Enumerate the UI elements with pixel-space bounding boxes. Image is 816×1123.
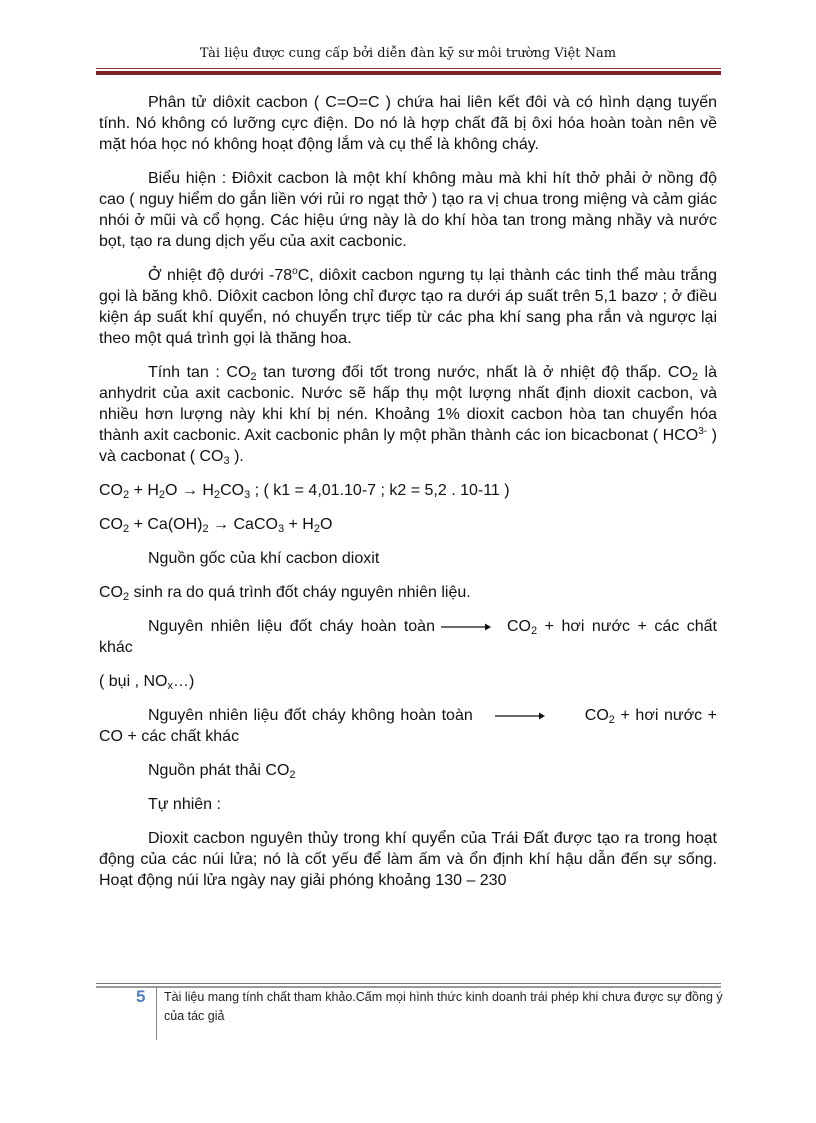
paragraph-solubility: Tính tan : $CO_2$ tan tương đối tốt trong nước, nhất là ở nhiệt độ thấp. $CO_2$ là anhydrit của axit cacbonic. Nước sẽ hấp thụ một lượng nhất định dioxit cacbon, và nhiều hơn lượng này khi khí bị nén. Khoảng 1% dioxit cacbon hòa tan chuyển hóa thành axit cacbonic. Axit cacbonic phân ly một phần thành các ion bicacbonat ( $HCO^{3-}$ ) và cacbonat ( $CO_3$ ).: [99, 364, 718, 467]
arrow-right-icon: [441, 622, 491, 632]
paragraph-volcanic: Dioxit cacbon nguyên thủy trong khí quyển của Trái Đất được tạo ra trong hoạt động của các núi lửa; nó là cốt yếu để làm ấm và ổn định khí hậu dẫn đến sự sống. Hoạt động núi lửa ngày nay giải phóng khoảng 130 – 230: [99, 830, 717, 889]
paragraph-incomplete-combustion: Nguyên nhiên liệu đốt cháy không hoàn toàn $CO_2$ + hơi nước + CO + các chất khác: [99, 707, 718, 745]
footer-divider: [156, 986, 157, 1040]
paragraph-symptoms: Biểu hiện : Điôxit cacbon là một khí không màu mà khi hít thở phải ở nồng độ cao ( nguy hiểm do gắn liền với rủi ro ngạt thở ) tạo ra vị chua trong miệng và cảm giác nhói ở mũi và cổ họng. Các hiệu ứng này là do khí hòa tan trong màng nhầy và nước bọt, tạo ra dung dịch yếu của axit cacbonic.: [99, 170, 717, 250]
paragraph-molecule: Phân tử diôxit cacbon ( C=O=C ) chứa hai liên kết đôi và có hình dạng tuyến tính. Nó không có lưỡng cực điện. Do nó là hợp chất đã bị ôxi hóa hoàn toàn nên về mặt hóa học nó không hoạt động lắm và cụ thể là không cháy.: [99, 94, 717, 153]
footer-disclaimer: Tài liệu mang tính chất tham khảo.Cấm mọi hình thức kinh doanh trái phép khi chưa được sự đồng ý của tác giả: [164, 990, 723, 1023]
equation-lime-water: $CO_2 + Ca(OH)_2$ → CaCO$_3$ + $H_2O$: [99, 516, 333, 535]
heading-emission-sources: Nguồn phát thải $CO_2$: [148, 762, 296, 781]
heading-co2-origin: Nguồn gốc của khí cacbon dioxit: [148, 550, 380, 567]
equation-carbonic-acid: $CO_2 + H_2O \to H_2CO_3$ ; ( k1 = 4,01.10-7 ; k2 = 5,2 . 10-11 ): [99, 482, 510, 501]
arrow-right-icon: [495, 711, 545, 721]
paragraph-complete-combustion: Nguyên nhiên liệu đốt cháy hoàn toàn $CO_2$ + hơi nước + các chất khác: [99, 618, 717, 656]
paragraph-combustion: $CO_2$ sinh ra do quá trình đốt cháy nguyên nhiên liệu.: [99, 584, 471, 603]
footer-rule-thin: [96, 983, 721, 984]
heading-natural: Tự nhiên :: [148, 796, 221, 813]
paragraph-dust-nox: ( bụi , $NO_x\dots$): [99, 673, 195, 692]
paragraph-dry-ice: Ở nhiệt độ dưới -78$^o$C, diôxit cacbon ngưng tụ lại thành các tinh thể màu trắng gọi là băng khô. Diôxit cacbon lỏng chỉ được tạo ra dưới áp suất trên 5,1 bazơ ; ở điều kiện áp suất khí quyển, nó chuyển trực tiếp từ các pha khí sang pha rắn và ngược lại theo một quá trình gọi là thăng hoa.: [99, 266, 717, 347]
page-header-title: Tài liệu được cung cấp bởi diễn đàn kỹ sư môi trường Việt Nam: [199, 46, 617, 61]
document-body: [99, 92, 717, 904]
header-rule-thick: [96, 71, 721, 75]
header-rule-thin: [96, 68, 721, 69]
page-number: 5: [136, 987, 146, 1006]
